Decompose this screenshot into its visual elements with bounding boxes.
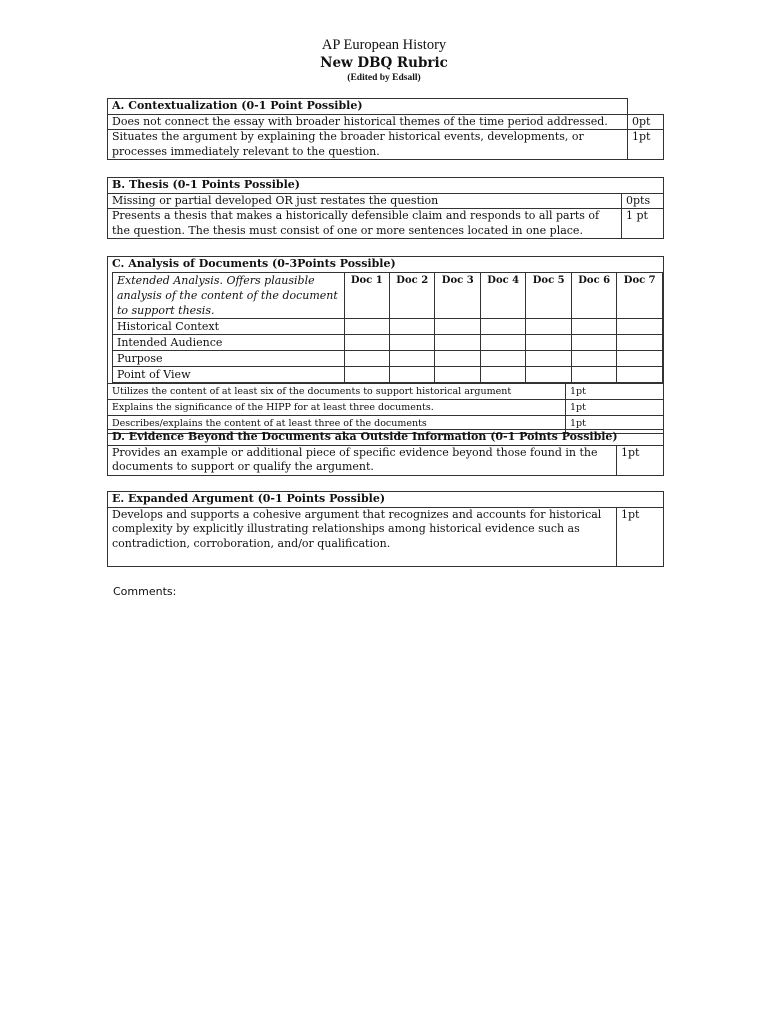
course-title: AP European History	[321, 37, 447, 53]
hipp-label-point-of-view: Point of View	[113, 366, 345, 382]
section-b-heading: B. Thesis (0-1 Points Possible)	[108, 178, 664, 194]
section-c-heading: C. Analysis of Documents (0-3Points Possible)	[108, 257, 664, 272]
comments-label: Comments:	[113, 585, 177, 598]
hipp-label-historical-context: Historical Context	[113, 318, 345, 334]
doc-header: Doc 5	[526, 272, 571, 318]
section-a-row-1-pts: 1pt	[628, 130, 664, 160]
section-c-criterion-0-text: Utilizes the content of at least six of the documents to support historical argument	[108, 383, 566, 399]
section-a-row-1-text: Situates the argument by explaining the broader historical events, developments, or processes immediately relevant to the question.	[108, 130, 628, 160]
section-b-row-1-text: Presents a thesis that makes a historically defensible claim and responds to all parts of the question. The thesis must consist of one or more sentences located in one place.	[108, 209, 622, 239]
doc-header: Doc 1	[344, 272, 389, 318]
rubric-title: New DBQ Rubric	[320, 55, 448, 71]
section-b-row-1-pts: 1 pt	[622, 209, 664, 239]
section-e-heading: E. Expanded Argument (0-1 Points Possible)	[108, 492, 664, 508]
section-b-row-0-pts: 0pts	[622, 193, 664, 209]
section-c-criterion-1-text: Explains the significance of the HIPP for at least three documents.	[108, 399, 566, 415]
hipp-grid	[112, 272, 663, 383]
section-d-table	[107, 429, 664, 476]
section-c-criterion-1-pts: 1pt	[566, 399, 664, 415]
section-a-table	[107, 98, 664, 160]
hipp-label-intended-audience: Intended Audience	[113, 334, 345, 350]
doc-header: Doc 6	[571, 272, 616, 318]
section-a-row-0-pts: 0pt	[628, 114, 664, 130]
section-b-table	[107, 177, 664, 239]
section-d-text: Provides an example or additional piece of specific evidence beyond those found in the documents to support or qualify the argument.	[108, 445, 617, 475]
doc-header: Doc 2	[390, 272, 435, 318]
section-a-row-0-text: Does not connect the essay with broader historical themes of the time period addressed.	[108, 114, 628, 130]
section-d-heading: D. Evidence Beyond the Documents aka Outside Information (0-1 Points Possible)	[108, 430, 664, 446]
section-e-text: Develops and supports a cohesive argument that recognizes and accounts for historical complexity by explicitly illustrating relationships among historical evidence such as contradiction, corroboration, and/or qualification.	[108, 507, 617, 566]
section-c-criterion-2-pts: 1pt	[566, 415, 664, 433]
doc-header: Doc 3	[435, 272, 480, 318]
section-d-pts: 1pt	[617, 445, 664, 475]
extended-analysis-label: Extended Analysis. Offers plausible analysis of the content of the document to support thesis.	[113, 272, 345, 318]
section-a-heading: A. Contextualization (0-1 Point Possible)	[108, 99, 628, 115]
section-e-pts: 1pt	[617, 507, 664, 566]
hipp-label-purpose: Purpose	[113, 350, 345, 366]
section-c-table	[107, 256, 664, 434]
rubric-header	[0, 36, 768, 84]
doc-header: Doc 4	[480, 272, 525, 318]
section-c-criterion-2-text: Describes/explains the content of at least three of the documents	[108, 415, 566, 433]
doc-header: Doc 7	[617, 272, 663, 318]
section-e-table	[107, 491, 664, 567]
edited-by: (Edited by Edsall)	[347, 73, 421, 83]
section-c-criterion-0-pts: 1pt	[566, 383, 664, 399]
section-b-row-0-text: Missing or partial developed OR just restates the question	[108, 193, 622, 209]
